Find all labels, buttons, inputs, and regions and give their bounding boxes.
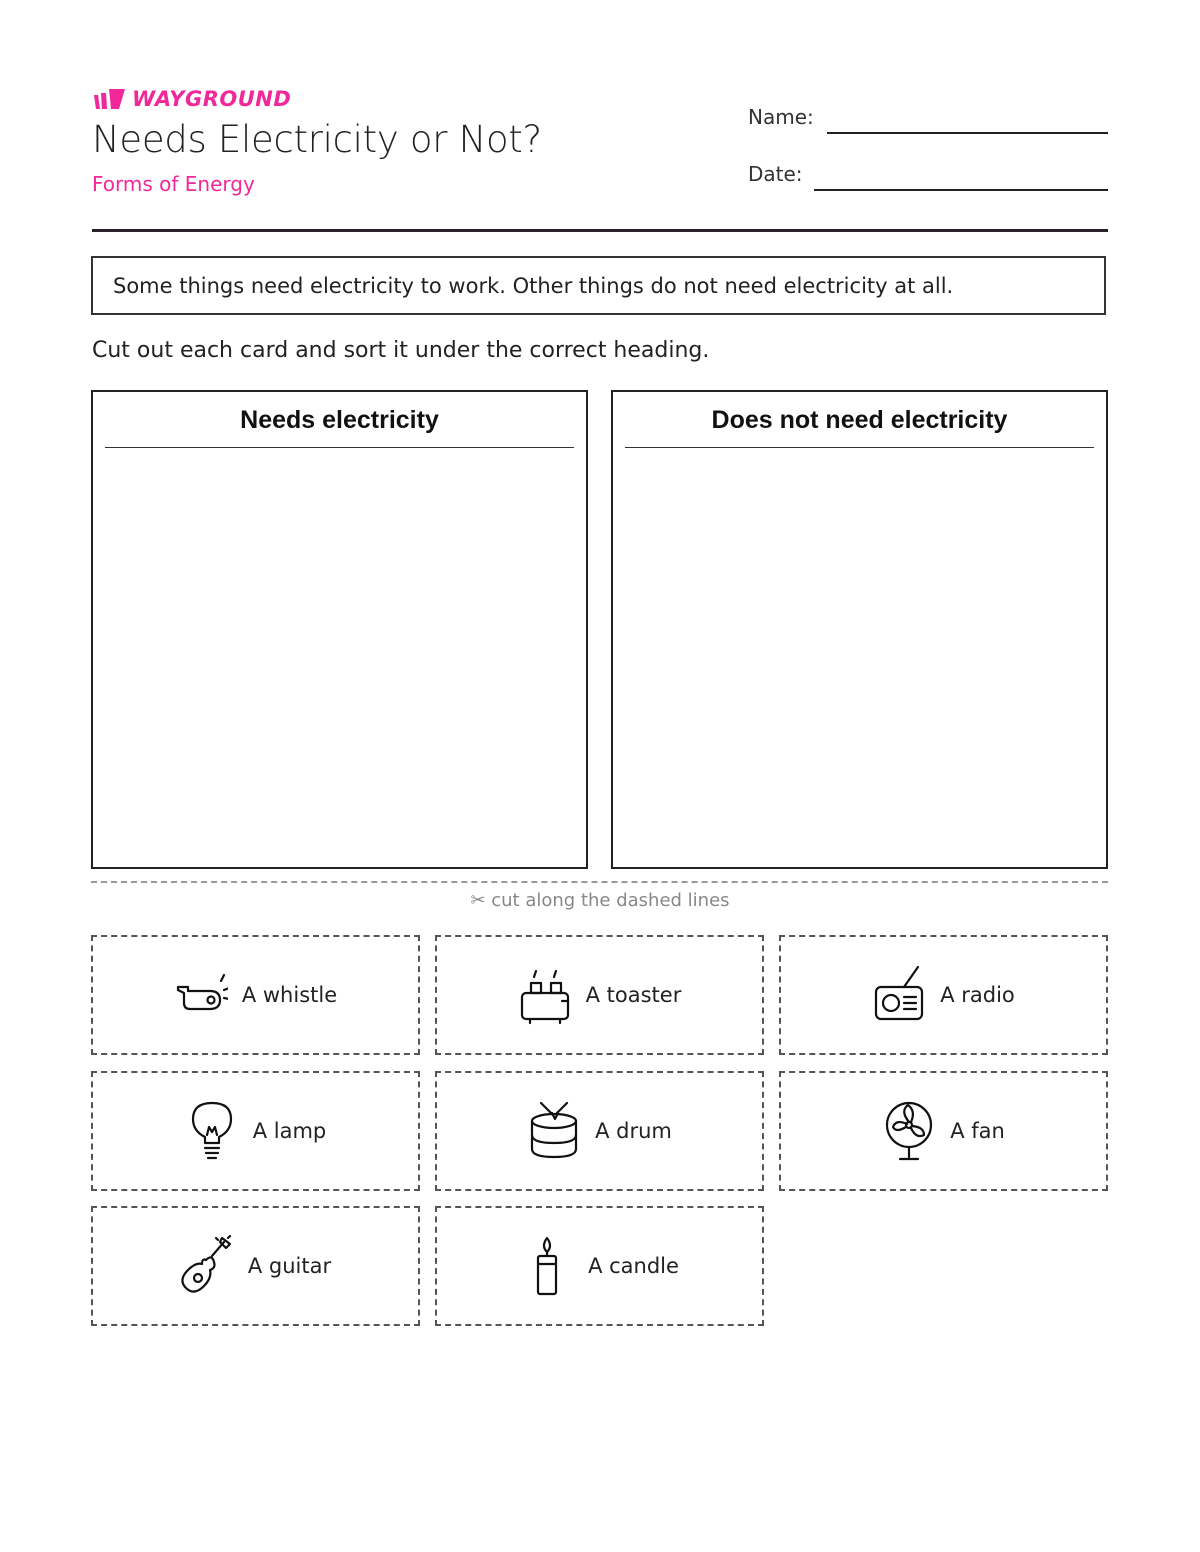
card-label: A fan xyxy=(950,1119,1005,1143)
sort-box-needs-electricity[interactable] xyxy=(91,390,588,869)
name-label: Name: xyxy=(748,105,814,129)
header-divider xyxy=(92,229,1108,232)
sort-box-heading: Does not need electricity xyxy=(711,406,1008,434)
card-label: A lamp xyxy=(252,1119,327,1143)
card-toaster[interactable] xyxy=(435,935,764,1055)
radio-icon xyxy=(872,963,926,1027)
date-label: Date: xyxy=(748,162,803,186)
card-fan[interactable] xyxy=(779,1071,1108,1191)
whistle-icon xyxy=(174,963,228,1027)
card-radio[interactable] xyxy=(779,935,1108,1055)
cut-note: ✂ cut along the dashed lines xyxy=(470,890,730,911)
card-label: A toaster xyxy=(585,983,682,1007)
sort-box-rule xyxy=(105,447,574,448)
intro-box xyxy=(91,256,1106,315)
date-field[interactable] xyxy=(814,189,1108,191)
card-whistle[interactable] xyxy=(91,935,420,1055)
page-subtitle: Forms of Energy xyxy=(92,172,255,196)
card-candle[interactable] xyxy=(435,1206,764,1326)
drum-icon xyxy=(527,1099,581,1163)
guitar-icon xyxy=(180,1234,234,1298)
card-label: A guitar xyxy=(247,1254,332,1278)
card-label: A candle xyxy=(588,1254,679,1278)
card-label: A drum xyxy=(595,1119,672,1143)
intro-text: Some things need electricity to work. Other things do not need electricity at all. xyxy=(113,273,954,298)
fan-icon xyxy=(882,1099,936,1163)
instructions: Cut out each card and sort it under the correct heading. xyxy=(92,338,710,363)
brand-logo xyxy=(92,86,291,112)
card-lamp[interactable] xyxy=(91,1071,420,1191)
sort-box-rule xyxy=(625,447,1094,448)
brand-name: WAYGROUND xyxy=(132,87,292,111)
toaster-icon xyxy=(518,963,572,1027)
card-guitar[interactable] xyxy=(91,1206,420,1326)
card-label: A whistle xyxy=(241,983,338,1007)
card-drum[interactable] xyxy=(435,1071,764,1191)
candle-icon xyxy=(520,1234,574,1298)
name-field[interactable] xyxy=(827,132,1108,134)
sort-box-heading: Needs electricity xyxy=(240,406,439,434)
logo-mark-icon xyxy=(92,87,126,111)
sort-box-does-not-need-electricity[interactable] xyxy=(611,390,1108,869)
cut-line xyxy=(91,881,1108,883)
lightbulb-icon xyxy=(185,1099,239,1163)
page-title: Needs Electricity or Not? xyxy=(92,118,542,161)
card-label: A radio xyxy=(940,983,1015,1007)
